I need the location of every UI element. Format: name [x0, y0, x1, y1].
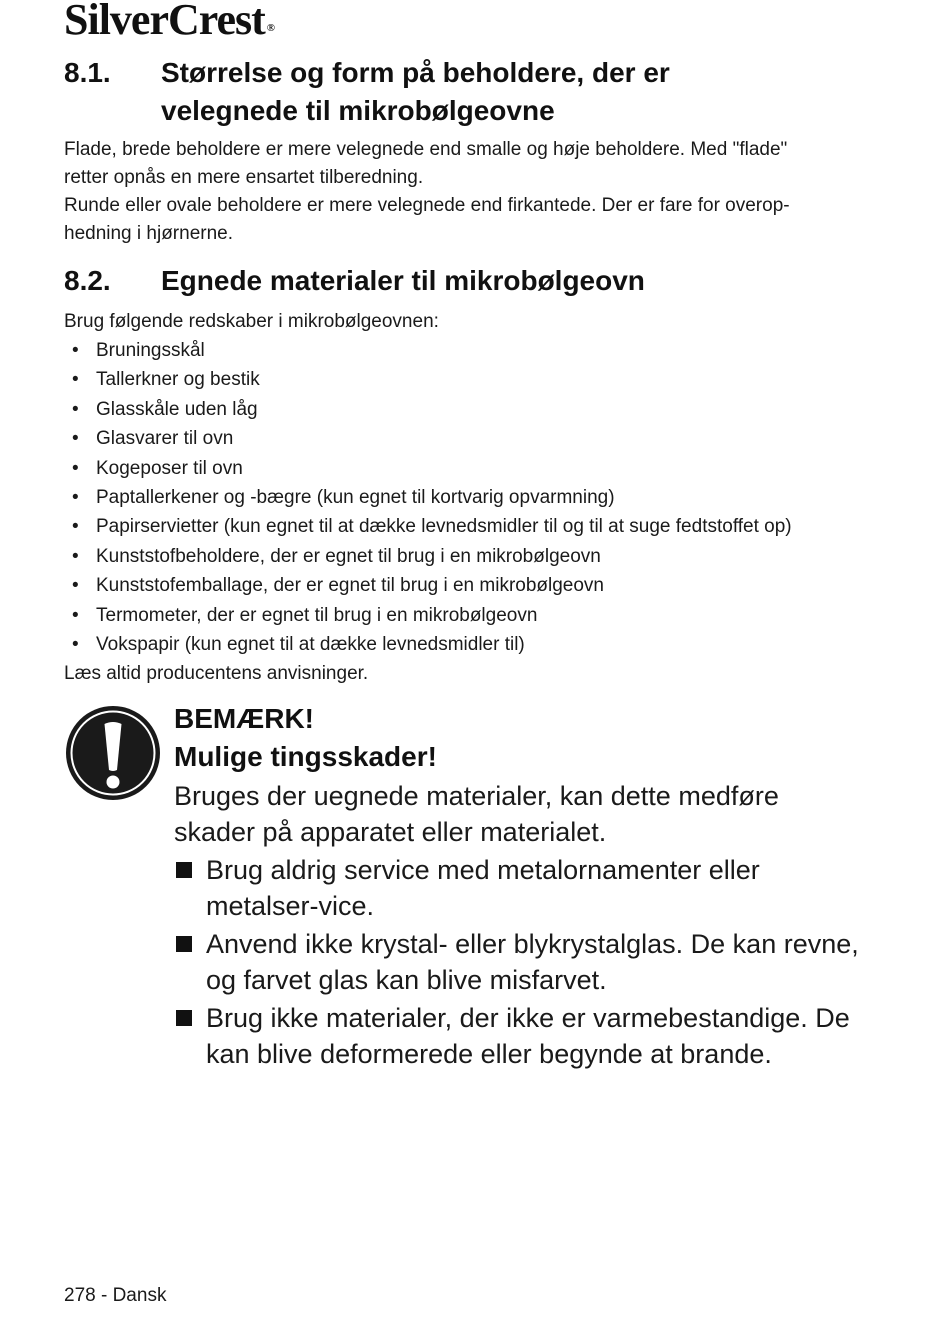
section-number: 8.1. — [64, 57, 111, 88]
list-item — [64, 630, 792, 659]
bullet-icon: • — [72, 369, 79, 391]
square-bullet-icon — [176, 1010, 192, 1026]
notice-list — [174, 852, 864, 1072]
section-number: 8.2. — [64, 265, 111, 296]
bullet-icon: • — [72, 340, 79, 361]
bullet-icon: • — [72, 516, 79, 538]
bullet-icon: • — [72, 575, 79, 597]
list-item-text: Papirservietter (kun egnet til at dække levnedsmidler til og til at suge fedtstoffet op) — [96, 516, 792, 538]
list-item-text: Paptallerkener og -bægre (kun egnet til kortvarig opvarmning) — [96, 487, 615, 509]
bullet-icon: • — [72, 428, 79, 450]
list-item — [64, 424, 792, 453]
square-bullet-icon — [176, 862, 192, 878]
bullet-icon: • — [72, 457, 79, 479]
bullet-icon: • — [72, 487, 79, 509]
paragraph: Flade, brede beholdere er mere velegnede end smalle og høje beholdere. Med "flade" retter opnås en mere ensartet tilberedning. — [64, 139, 788, 188]
notice-item-text: Brug ikke materialer, der ikke er varmebestandige. De kan blive deformerede eller begynde at brande. — [206, 1003, 850, 1069]
notice-item — [174, 1000, 864, 1072]
list-item-text: Kunststofbeholdere, der er egnet til brug i en mikrobølgeovn — [96, 545, 601, 567]
materials-list — [64, 336, 792, 659]
list-item — [64, 483, 792, 512]
list-item — [64, 512, 792, 541]
notice-subheading: Mulige tingsskader! — [174, 741, 437, 772]
list-item — [64, 571, 792, 600]
section-title: Egnede materialer til mikrobølgeovn — [161, 265, 645, 296]
list-item-text: Glasskåle uden låg — [96, 398, 258, 420]
section-8-1-heading — [64, 54, 801, 130]
list-item-text: Termometer, der er egnet til brug i en mikrobølgeovn — [96, 604, 538, 626]
notice-heading: BEMÆRK! — [174, 703, 314, 734]
bullet-icon: • — [72, 604, 79, 626]
section-8-2-heading — [64, 262, 801, 300]
list-item-text: Glasvarer til ovn — [96, 428, 234, 450]
list-item-text: Tallerkner og bestik — [96, 369, 260, 391]
section-8-2-outro: Læs altid producentens anvisninger. — [64, 663, 369, 684]
list-item — [64, 454, 792, 483]
notice-item — [174, 852, 864, 924]
brand-name: SilverCrest — [64, 0, 265, 44]
notice-item-text: Anvend ikke krystal- eller blykrystalglas. De kan revne, og farvet glas kan blive misfarvet. — [206, 929, 859, 995]
list-item-text: Vokspapir (kun egnet til at dække levnedsmidler til) — [96, 634, 525, 656]
list-item-text: Kunststofemballage, der er egnet til brug i en mikrobølgeovn — [96, 575, 604, 597]
list-item — [64, 542, 792, 571]
list-item-text: Kogeposer til ovn — [96, 457, 243, 479]
section-8-1-body — [64, 136, 834, 248]
bullet-icon: • — [72, 545, 79, 567]
notice-body: Bruges der uegnede materialer, kan dette medføre skader på apparatet eller materialet. — [174, 781, 779, 847]
notice-item-text: Brug aldrig service med metalornamenter eller metalser-vice. — [206, 855, 760, 921]
page-footer: 278 - Dansk — [64, 1285, 167, 1306]
paragraph: Runde eller ovale beholdere er mere velegnede end firkantede. Der er fare for overop-hedning i hjørnerne. — [64, 195, 790, 244]
brand-logo — [64, 0, 276, 44]
square-bullet-icon — [176, 936, 192, 952]
notice-item — [174, 926, 864, 998]
section-title: Størrelse og form på beholdere, der er velegnede til mikrobølgeovne — [161, 57, 670, 126]
list-item-text: Bruningsskål — [96, 340, 205, 361]
bullet-icon: • — [72, 634, 79, 656]
exclamation-warning-icon — [64, 704, 162, 802]
list-item — [64, 601, 792, 630]
bullet-icon: • — [72, 398, 79, 420]
list-item — [64, 336, 792, 365]
notice-block — [174, 700, 864, 1072]
list-item — [64, 395, 792, 424]
list-item — [64, 365, 792, 394]
registered-mark: ® — [266, 22, 276, 34]
section-8-2-intro: Brug følgende redskaber i mikrobølgeovnen: — [64, 311, 439, 332]
